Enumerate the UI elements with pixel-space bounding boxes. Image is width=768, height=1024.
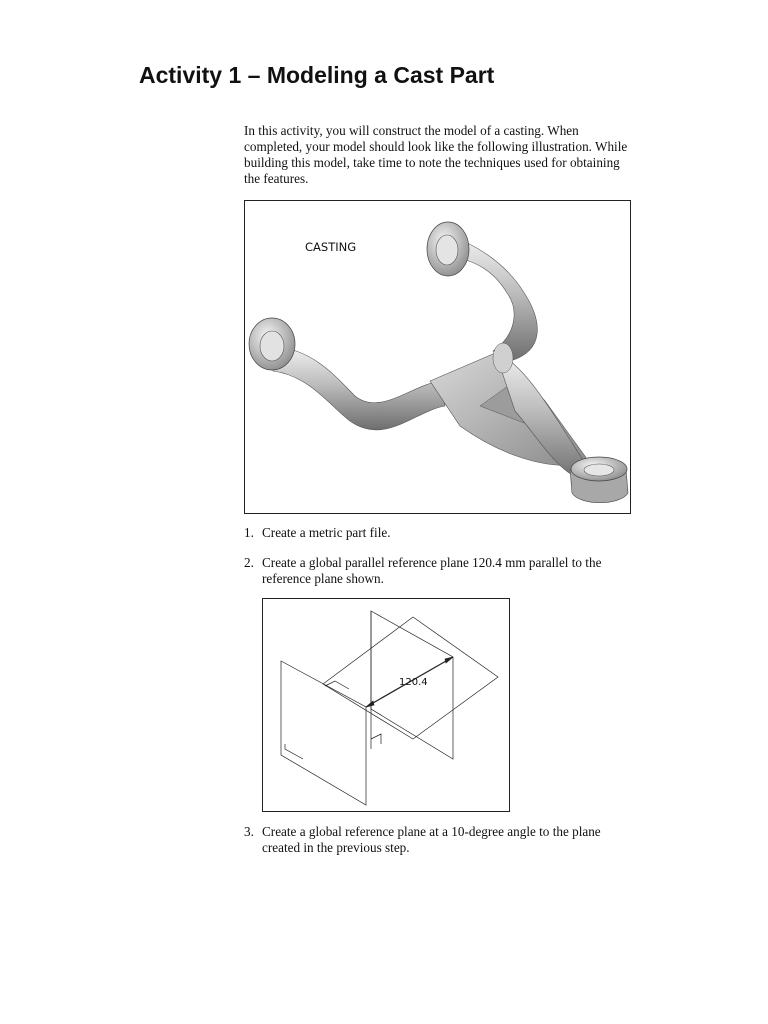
step-1 [244, 525, 634, 541]
step-number: 2. [244, 555, 254, 570]
intro-paragraph: In this activity, you will construct the model of a casting. When completed, your model should look like the following illustration. While building this model, take time to note the techniques used for obtaining the features. [244, 123, 628, 186]
base-reference-plane [281, 661, 366, 805]
step-text: Create a global reference plane at a 10-degree angle to the plane created in the previous step. [262, 824, 601, 855]
figure-label: CASTING [305, 240, 357, 254]
casting-illustration [244, 200, 631, 514]
step-number: 3. [244, 824, 254, 839]
step-number: 1. [244, 525, 254, 540]
arrow-head [366, 701, 374, 707]
page-title: Activity 1 – Modeling a Cast Part [139, 62, 495, 88]
reference-plane-drawing [263, 599, 509, 811]
step-3 [244, 824, 634, 856]
reference-plane-illustration [262, 598, 510, 812]
dimension-label: 120.4 [399, 677, 428, 688]
step-text: Create a global parallel reference plane 120.4 mm parallel to the reference plane shown. [262, 555, 602, 586]
step-text: Create a metric part file. [262, 525, 391, 540]
step-2 [244, 555, 634, 587]
arrow-head [445, 657, 453, 663]
casting-drawing [245, 201, 630, 513]
